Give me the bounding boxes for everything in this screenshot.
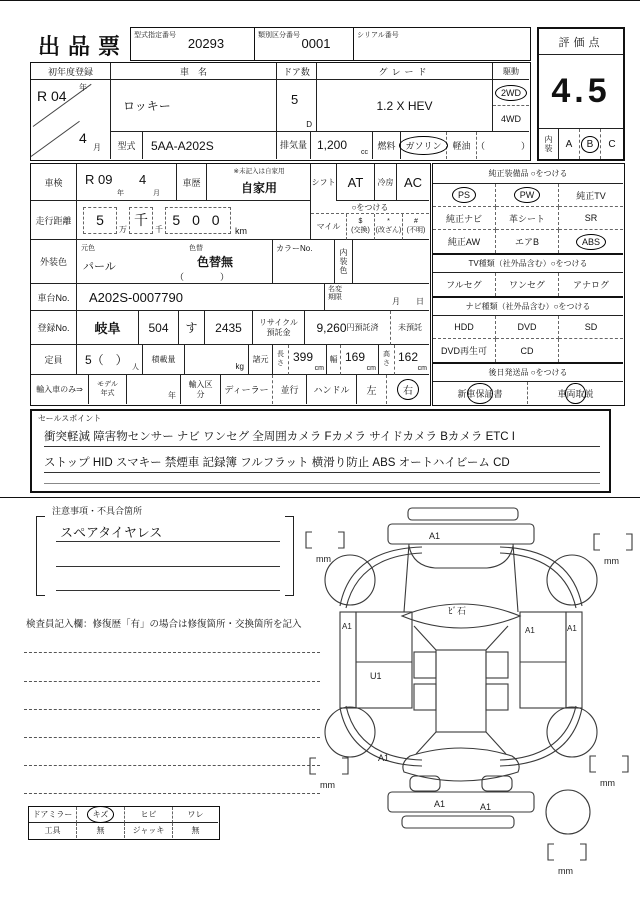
odometer-mile: マイル [311,214,347,240]
mileage-man-suffix: 万 [119,225,127,234]
section-divider [0,497,640,498]
mileage-sen-suffix: 千 [155,225,163,234]
equipment-header: 純正装備品 ○をつける [433,164,623,184]
load-unit: kg [235,362,244,371]
a-pillar-left [414,626,436,650]
notes-bracket-left [36,516,46,596]
shift-value: AT [337,164,375,201]
model-code-value: 5AA-A202S [143,132,277,159]
equip-ps: PS [433,184,496,207]
doors-label: ドア数 [277,63,317,80]
classification-value: 0001 [301,36,331,51]
tv-analog: アナログ [572,280,609,290]
capacity-cell [77,345,143,375]
door-mirror-ware: ワレ [173,807,218,823]
length-label: 長さ [273,345,289,375]
handle-label: ハンドル [307,375,357,404]
fuel-diesel-cell: 軽油 [447,132,477,159]
right-window-rear [486,684,508,710]
mm-top-left: mm [316,554,331,564]
color-no-cell [273,240,335,284]
color-change-label: 色替 [189,245,203,252]
front-right-fender-outer [500,547,582,606]
rear-right-wheel [547,707,597,757]
interior-grade-selected-mark: B [586,138,594,150]
mm-top-right: mm [604,556,619,566]
doors-value: 5 [291,92,299,107]
inspector-line-5 [24,765,320,766]
color-change-value: 色替無 [197,255,234,269]
base-color-label: 元色 [81,245,95,252]
navi-dvd-play: DVD再生可 [433,339,496,362]
equip-pw: PW [496,184,559,207]
sales-point-box [30,409,611,493]
first-reg-label: 初年度登録 [31,63,111,80]
jack-label: ジャッキ [125,823,173,838]
inspector-line-3 [24,709,320,710]
jack-value: 無 [191,826,200,835]
inspector-line-6 [24,793,320,794]
first-reg-value: R 04 [37,88,67,104]
load-cell [185,345,249,375]
rear-left-fender-inner [346,706,422,760]
door-mirror-label: ドアミラー [29,807,77,823]
fuel-selected-mark: ガソリン [405,141,442,151]
score-box [537,27,625,161]
roof-panel [436,650,486,732]
navi-empty [559,339,623,362]
sales-point-line1: 衝突軽減 障害物センサー ナビ ワンセグ 全周囲カメラ Fカメラ サイドカメラ Bカメラ ETC I [44,425,600,447]
displacement-unit: cc [361,149,368,156]
mm-bottom-left: mm [320,780,335,790]
top-rule [0,0,640,1]
chassis-no-value: A202S-0007790 [77,284,325,311]
classification-label: 類別区分番号 [258,32,300,39]
left-sill-mark: A1 [342,622,352,631]
notes-underline-3 [56,590,280,591]
import-only-label: 輸入車のみ⇒ [31,375,89,404]
capacity-label: 定員 [31,345,77,375]
mm-bottom-right: mm [600,778,615,788]
ship-warranty: 新車保証書 [433,382,528,404]
base-color-value: パール [83,261,116,273]
odometer-mark-header: ○をつける [311,201,429,214]
shaken-year: R 09 [85,172,113,187]
model-year-cell [127,375,181,404]
front-right-fender-inner [500,553,576,608]
history-cell [207,164,311,201]
notes-underline-1 [56,541,280,542]
tools-label: 工具 [29,823,77,838]
odometer-dollar: $ (交換) [347,214,375,240]
rename-deadline-label: 名変期限 [328,286,342,302]
car-name-value: ロッキー [111,80,277,132]
first-reg-year-suffix: 年 [79,83,87,92]
equipment-panel [432,163,625,406]
rear-bumper-mark-1: A1 [434,799,446,809]
equip-leather: 革シート [496,207,559,230]
mm-spare: mm [558,866,573,876]
drive-4wd-cell: 4WD [493,106,529,132]
sales-point-line2: ストップ HID スマキー 禁煙車 記録簿 フルフラット 横滑り防止 ABS オートハイビーム CD [44,451,600,473]
handle-left: 左 [357,375,387,404]
interior-grade-c: C [608,138,616,150]
fuel-label: 燃料 [373,132,401,159]
damage-diagram [296,500,640,892]
sales-point-label: セールスポイント [38,414,102,423]
a-pillar-right [486,626,508,650]
model-designation-box [130,27,255,61]
height-unit: cm [417,365,427,372]
front-left-fender-inner [346,553,422,608]
navi-sd: SD [559,316,623,339]
drive-selected-mark: 2WD [501,87,521,98]
shaken-month: 4 [139,172,147,187]
notes-bracket-right [284,516,294,596]
right-window-front [486,652,508,678]
navi-type-header: ナビ種類（社外品含む）○をつける [433,296,623,316]
odometer-star: * (改ざん) [375,214,403,240]
shaken-label: 車検 [31,164,77,201]
width-value: 169 [345,350,366,364]
fuel-gasoline-cell [401,132,447,159]
left-window-front [414,652,436,678]
mileage-unit: km [235,226,247,236]
mileage-man-digit: 5 [83,207,117,234]
tv-type-header: TV種類（社外品含む）○をつける [433,253,623,273]
ship-manual: 車両取説 [557,388,594,399]
equip-navi: 純正ナビ [433,207,496,230]
mileage-sen-digit: 千 [129,207,153,234]
recycle-paid-cell [305,311,391,345]
left-rear-mark: A1 [378,753,390,763]
model-code-label: 型式 [111,132,143,159]
equip-aw: 純正AW [433,230,496,253]
tail-light-right [482,776,512,791]
registration-prefecture: 岐阜 [77,311,139,345]
import-parallel: 並行 [273,375,307,404]
recycle-paid-label: 円預託済 [346,323,379,332]
bracket-spare [548,844,586,860]
rear-bumper [388,792,534,812]
shift-label: シフト [311,164,337,201]
width-cell [341,345,379,375]
capacity-value: 5（ ） [85,353,128,367]
mileage-cell [77,201,311,240]
front-bumper-mark: A1 [429,531,441,541]
recycle-label: リサイクル預託金 [253,311,305,345]
equip-tv: 純正TV [559,184,623,207]
first-reg-month: 4 [79,130,87,146]
rename-deadline-cell [325,284,429,311]
classification-box [254,27,354,61]
dims-label: 諸元 [249,345,273,375]
registration-number: 2435 [205,311,253,345]
model-designation-label: 型式指定番号 [134,32,176,39]
recycle-amount: 9,260 [316,320,347,335]
history-value: 自家用 [240,180,277,195]
rename-deadline-monthday: 月 日 [392,297,424,306]
height-cell [395,345,429,375]
displacement-label: 排気量 [277,132,311,159]
height-value: 162 [398,350,419,364]
sales-point-empty-line [44,483,600,484]
bracket-top-left [306,532,344,548]
registration-no-label: 登録No. [31,311,77,345]
page-title: 出品票 [38,34,129,59]
chassis-no-label: 車台No. [31,284,77,311]
color-no-label: カラーNo. [276,244,313,253]
roof-front-strip [408,508,518,520]
ac-label: 冷房 [375,164,397,201]
details-table [30,163,431,406]
interior-grade-label: 内装 [539,129,559,159]
grade-value: 1.2 X HEV [317,80,493,132]
score-value: 4.5 [539,55,623,129]
windshield-mark: ﾋﾞ石 [448,606,467,616]
tools-value: 無 [77,823,125,838]
registration-class-no: 504 [139,311,179,345]
diagonal-line [31,121,80,157]
front-left-fender-outer [340,547,422,606]
length-unit: cm [314,365,324,372]
model-year-suffix: 年 [168,391,176,400]
equip-sr: SR [559,207,623,230]
interior-color-label: 内装色 [335,240,353,284]
exterior-color-label: 外装色 [31,240,77,284]
capacity-unit: 人 [132,364,139,371]
spare-tire [546,790,590,834]
rear-left-wheel [325,707,375,757]
model-year-label: モデル年式 [89,375,127,404]
headlight-right [487,546,513,568]
headlight-left [409,546,435,568]
recycle-unpaid-cell: 未預託 [391,311,429,345]
notes-label: 注意事項・不具合箇所 [52,506,143,516]
import-dealer: ディーラー [221,375,273,404]
doors-mark: D [306,120,312,129]
roof-rear-strip [402,816,514,828]
displacement-value: 1,200 [317,138,348,152]
fuel-other-paren: （ ） [476,141,531,151]
tv-oneseg: ワンセグ [496,273,559,296]
interior-grade-a: A [559,129,580,159]
drive-label: 駆動 [493,63,529,80]
displacement-cell [311,132,373,159]
length-cell [289,345,327,375]
right-door-mark: A1 [525,626,535,635]
registration-kana: す [179,311,205,345]
model-designation-value: 20293 [187,36,225,51]
navi-hdd: HDD [433,316,496,339]
length-value: 399 [293,350,314,364]
handle-selected-mark: 右 [403,382,413,397]
car-name-label: 車 名 [111,63,277,80]
color-change-paren: （ ） [175,272,230,282]
ship-later-header: 後日発送品 ○をつける [433,362,623,382]
tail-light-left [410,776,440,791]
interior-grade-b [580,129,601,159]
navi-dvd: DVD [496,316,559,339]
ac-value: AC [397,164,429,201]
rear-right-fender-inner [500,706,576,760]
door-mirror-kizu: キズ [77,807,125,823]
inspector-line-4 [24,737,320,738]
inspector-line-1 [24,652,320,653]
grade-label: グレード [317,63,493,80]
history-label: 車歴 [177,164,207,201]
left-door [356,612,412,708]
serial-box [353,27,531,61]
bracket-bottom-left [310,758,348,774]
bracket-top-right [594,534,632,550]
height-label: 高さ [379,345,395,375]
vehicle-table [30,62,531,161]
exterior-color-cell [77,240,273,284]
inspector-label: 検査員記入欄：修復歴「有」の場合は修復箇所・交換箇所を記入 [26,619,302,630]
odometer-hash: # (不明) [403,214,429,240]
shaken-cell [77,164,177,201]
right-sill-mark: A1 [567,624,577,633]
handle-right-cell [387,375,429,404]
rear-bumper-mark-2: A1 [480,802,492,812]
doors-cell [277,80,317,132]
load-label: 積載量 [143,345,185,375]
bracket-bottom-right [590,756,628,772]
notes-line1: スペアタイヤレス [60,525,163,540]
first-reg-month-suffix: 月 [93,143,101,152]
score-label: 評価点 [539,29,623,55]
condition-table [28,806,220,840]
shaken-month-suffix: 月 [153,190,160,197]
left-window-rear [414,684,436,710]
mileage-rest: 5 0 0 [165,207,231,234]
inspector-line-2 [24,681,320,682]
equip-airbag: エアB [496,230,559,253]
front-bumper [388,524,534,544]
left-door-mark: U1 [370,671,382,681]
shaken-year-suffix: 年 [117,190,124,197]
tv-fullseg: フルセグ [433,273,496,296]
serial-label: シリアル番号 [357,32,399,39]
door-mirror-hibi: ヒビ [125,807,173,823]
drive-2wd-cell [493,80,529,106]
interior-color-value [353,240,429,284]
equip-abs: ABS [581,236,600,247]
mileage-label: 走行距離 [31,201,77,240]
navi-cd: CD [496,339,559,362]
import-type-label: 輸入区分 [181,375,221,404]
first-reg-cell [31,80,111,159]
notes-underline-2 [56,566,280,567]
width-label: 幅 [327,345,341,375]
width-unit: cm [366,365,376,372]
history-note: ※未記入は自家用 [233,168,285,175]
